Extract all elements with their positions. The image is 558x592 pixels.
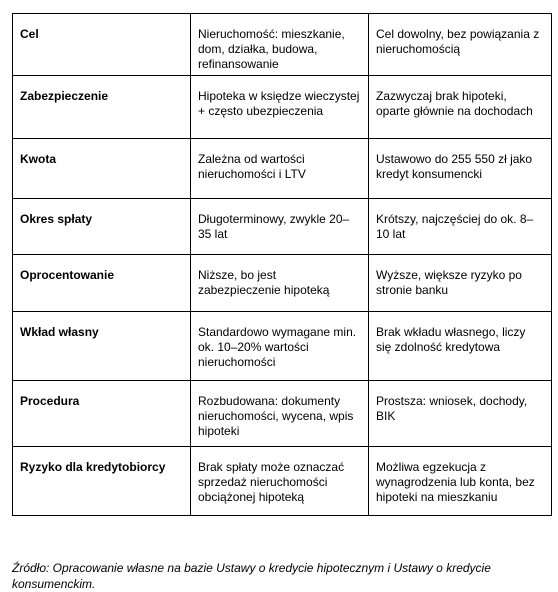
table-row <box>13 255 552 312</box>
mortgage-cell: Hipoteka w księdze wieczystej + często ubezpieczenia <box>191 76 369 139</box>
comparison-table <box>12 13 552 516</box>
row-label: Zabezpieczenie <box>13 76 191 139</box>
mortgage-cell: Nieruchomość: mieszkanie, dom, działka, budowa, refinansowanie <box>191 14 369 76</box>
consumer-cell: Możliwa egzekucja z wynagrodzenia lub konta, bez hipoteki na mieszkaniu <box>369 447 552 516</box>
mortgage-cell: Standardowo wymagane min. ok. 10–20% wartości nieruchomości <box>191 312 369 381</box>
row-label: Ryzyko dla kredytobiorcy <box>13 447 191 516</box>
consumer-cell: Cel dowolny, bez powiązania z nieruchomością <box>369 14 552 76</box>
row-label: Procedura <box>13 381 191 447</box>
table-row <box>13 14 552 76</box>
table-row <box>13 199 552 255</box>
table-row <box>13 312 552 381</box>
consumer-cell: Zazwyczaj brak hipoteki, oparte głównie na dochodach <box>369 76 552 139</box>
table-row <box>13 76 552 139</box>
row-label: Kwota <box>13 139 191 199</box>
table-row <box>13 447 552 516</box>
mortgage-cell: Zależna od wartości nieruchomości i LTV <box>191 139 369 199</box>
row-label: Wkład własny <box>13 312 191 381</box>
consumer-cell: Wyższe, większe ryzyko po stronie banku <box>369 255 552 312</box>
table-row <box>13 139 552 199</box>
source-note: Źródło: Opracowanie własne na bazie Ustawy o kredycie hipotecznym i Ustawy o kredycie konsumenckim. <box>12 561 491 591</box>
row-label: Cel <box>13 14 191 76</box>
mortgage-cell: Długoterminowy, zwykle 20–35 lat <box>191 199 369 255</box>
consumer-cell: Ustawowo do 255 550 zł jako kredyt konsumencki <box>369 139 552 199</box>
row-label: Oprocentowanie <box>13 255 191 312</box>
mortgage-cell: Brak spłaty może oznaczać sprzedaż nieruchomości obciążonej hipoteką <box>191 447 369 516</box>
mortgage-cell: Niższe, bo jest zabezpieczenie hipoteką <box>191 255 369 312</box>
consumer-cell: Krótszy, najczęściej do ok. 8–10 lat <box>369 199 552 255</box>
row-label: Okres spłaty <box>13 199 191 255</box>
consumer-cell: Brak wkładu własnego, liczy się zdolność kredytowa <box>369 312 552 381</box>
mortgage-cell: Rozbudowana: dokumenty nieruchomości, wycena, wpis hipoteki <box>191 381 369 447</box>
table-row <box>13 381 552 447</box>
consumer-cell: Prostsza: wniosek, dochody, BIK <box>369 381 552 447</box>
